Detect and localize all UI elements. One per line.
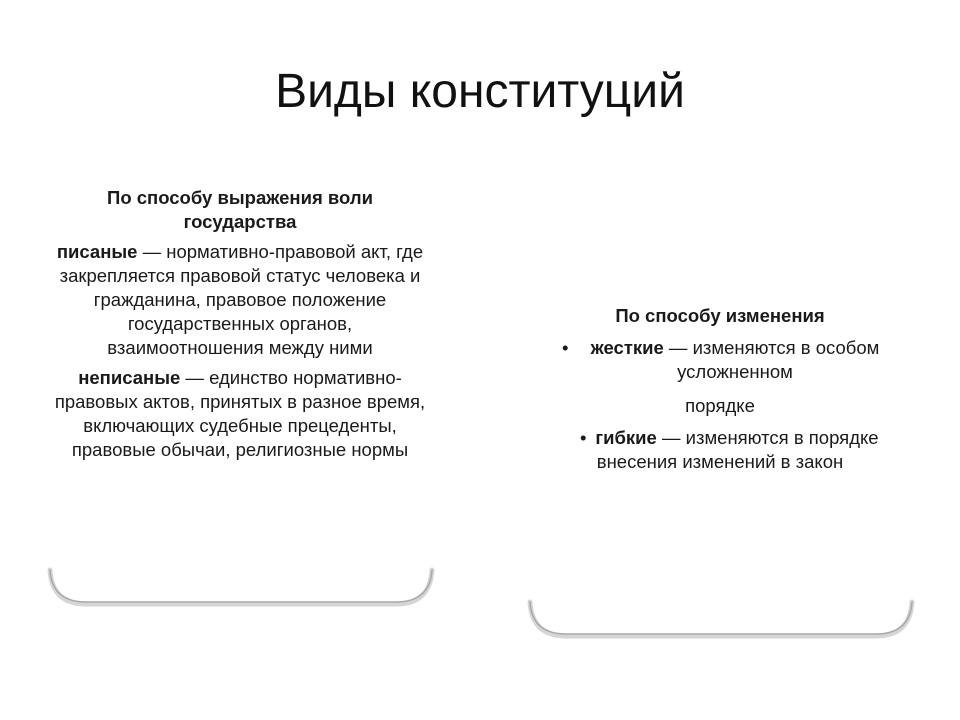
rigid-tail: порядке bbox=[685, 395, 755, 416]
rigid-term: жесткие bbox=[590, 337, 664, 358]
slide-title: Виды конституций bbox=[275, 65, 685, 118]
written-text: — нормативно-правовой акт, где закрепляется правовой статус человека и гражданина, правовое положение государственных органов, взаимоотношения между ними bbox=[59, 241, 424, 358]
right-heading: По способу изменения bbox=[615, 305, 825, 326]
bullet-icon: • bbox=[562, 337, 569, 358]
flexible-term: гибкие bbox=[595, 427, 657, 448]
written-unwritten-block bbox=[50, 186, 430, 468]
unwritten-text: — единство нормативно-правовых актов, принятых в разное время, включающих судебные прецеденты, правовые обычаи, религиозные нормы bbox=[54, 367, 426, 460]
change-method-block bbox=[530, 304, 910, 478]
rigid-item bbox=[530, 336, 910, 418]
left-heading: По способу выражения воли государства bbox=[107, 187, 373, 232]
unwritten-term: неписаные bbox=[78, 367, 181, 388]
written-item bbox=[50, 240, 430, 360]
flexible-item bbox=[530, 426, 910, 474]
left-bracket-decoration bbox=[46, 560, 436, 612]
right-bracket-decoration bbox=[526, 594, 916, 646]
bullet-icon: • bbox=[580, 427, 587, 448]
unwritten-item bbox=[50, 366, 430, 462]
rigid-text: — изменяются в особом усложненном bbox=[663, 337, 880, 382]
written-term: писаные bbox=[56, 241, 138, 262]
flexible-text: — изменяются в порядке внесения изменений в закон bbox=[596, 427, 879, 472]
